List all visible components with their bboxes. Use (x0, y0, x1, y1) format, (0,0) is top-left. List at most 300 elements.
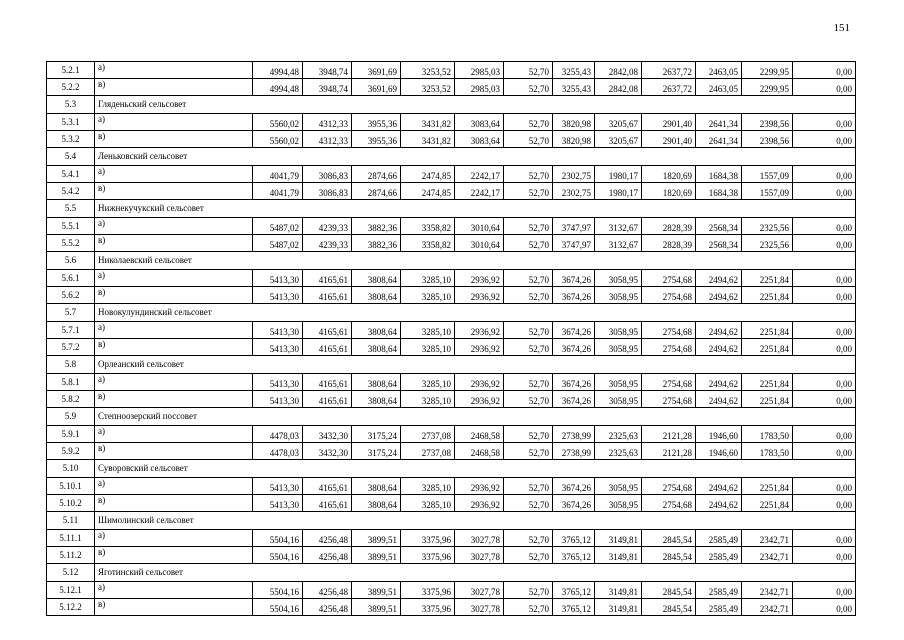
value-cell: 52,70 (504, 166, 553, 183)
value-cell: 2251,84 (742, 495, 793, 512)
row-code: 5.3.1 (47, 114, 95, 131)
row-code: 5.5 (47, 200, 95, 218)
value-cell: 3808,64 (352, 322, 401, 339)
table-row (47, 166, 856, 183)
value-cell: 2842,08 (595, 79, 642, 96)
value-cell: 1783,50 (742, 426, 793, 443)
row-subitem: а) (95, 114, 253, 131)
value-cell: 3255,43 (553, 62, 595, 79)
value-cell: 2302,75 (553, 183, 595, 200)
value-cell: 2398,56 (742, 131, 793, 148)
section-header-row (47, 564, 856, 582)
table-row (47, 443, 856, 460)
value-cell: 2251,84 (742, 287, 793, 304)
value-cell: 3899,51 (352, 582, 401, 599)
value-cell: 3358,82 (401, 218, 455, 235)
value-cell: 3285,10 (401, 287, 455, 304)
value-cell: 3149,81 (595, 582, 642, 599)
value-cell: 3674,26 (553, 478, 595, 495)
value-cell: 3058,95 (595, 495, 642, 512)
value-cell: 3058,95 (595, 374, 642, 391)
value-cell: 52,70 (504, 547, 553, 564)
value-cell: 3674,26 (553, 287, 595, 304)
value-cell: 4994,48 (253, 79, 303, 96)
value-cell: 4165,61 (303, 270, 352, 287)
value-cell: 3027,78 (455, 530, 504, 547)
value-cell: 3027,78 (455, 582, 504, 599)
value-cell: 3083,64 (455, 114, 504, 131)
table-row (47, 183, 856, 200)
value-cell: 3808,64 (352, 391, 401, 408)
value-cell: 2474,85 (401, 183, 455, 200)
value-cell: 52,70 (504, 426, 553, 443)
value-cell: 3285,10 (401, 374, 455, 391)
value-cell: 3820,98 (553, 114, 595, 131)
row-code: 5.9 (47, 408, 95, 426)
row-code: 5.7.1 (47, 322, 95, 339)
row-code: 5.4 (47, 148, 95, 166)
value-cell: 2845,54 (642, 530, 696, 547)
row-subitem: а) (95, 426, 253, 443)
value-cell: 52,70 (504, 530, 553, 547)
table-row (47, 270, 856, 287)
value-cell: 3882,36 (352, 235, 401, 252)
row-code: 5.7.2 (47, 339, 95, 356)
row-code: 5.10 (47, 460, 95, 478)
section-title: Суворовский сельсовет (95, 460, 856, 478)
row-code: 5.11 (47, 512, 95, 530)
value-cell: 52,70 (504, 62, 553, 79)
row-code: 5.7 (47, 304, 95, 322)
value-cell: 52,70 (504, 287, 553, 304)
value-cell: 3058,95 (595, 478, 642, 495)
value-cell: 3010,64 (455, 235, 504, 252)
value-cell: 3255,43 (553, 79, 595, 96)
value-cell: 3027,78 (455, 547, 504, 564)
value-cell: 1980,17 (595, 183, 642, 200)
table-row (47, 374, 856, 391)
section-title: Гляденьский сельсовет (95, 96, 856, 114)
value-cell: 3358,82 (401, 235, 455, 252)
value-cell: 3175,24 (352, 426, 401, 443)
value-cell: 1557,09 (742, 183, 793, 200)
value-cell: 3808,64 (352, 478, 401, 495)
row-code: 5.11.1 (47, 530, 95, 547)
row-subitem: в) (95, 183, 253, 200)
row-subitem: в) (95, 443, 253, 460)
value-cell: 2754,68 (642, 495, 696, 512)
row-code: 5.2.2 (47, 79, 95, 96)
table-row (47, 218, 856, 235)
value-cell: 2936,92 (455, 339, 504, 356)
value-cell: 2342,71 (742, 599, 793, 616)
value-cell: 3285,10 (401, 322, 455, 339)
row-subitem: в) (95, 495, 253, 512)
value-cell: 3205,67 (595, 131, 642, 148)
value-cell: 2251,84 (742, 270, 793, 287)
value-cell: 2874,66 (352, 183, 401, 200)
value-cell: 3691,69 (352, 62, 401, 79)
value-cell: 1557,09 (742, 166, 793, 183)
value-cell: 2585,49 (696, 582, 742, 599)
value-cell: 2738,99 (553, 426, 595, 443)
section-header-row (47, 408, 856, 426)
value-cell: 2936,92 (455, 287, 504, 304)
value-cell: 4165,61 (303, 287, 352, 304)
row-code: 5.6.2 (47, 287, 95, 304)
value-cell: 2637,72 (642, 79, 696, 96)
value-cell: 3765,12 (553, 530, 595, 547)
row-code: 5.12 (47, 564, 95, 582)
value-cell: 4312,33 (303, 114, 352, 131)
value-cell: 2251,84 (742, 339, 793, 356)
value-cell: 3083,64 (455, 131, 504, 148)
table-row (47, 114, 856, 131)
value-cell: 5413,30 (253, 495, 303, 512)
value-cell: 2901,40 (642, 114, 696, 131)
value-cell: 3253,52 (401, 62, 455, 79)
value-cell: 4165,61 (303, 478, 352, 495)
value-cell: 5504,16 (253, 582, 303, 599)
value-cell: 2874,66 (352, 166, 401, 183)
value-cell: 4994,48 (253, 62, 303, 79)
value-cell: 3674,26 (553, 495, 595, 512)
value-cell: 1783,50 (742, 443, 793, 460)
value-cell: 52,70 (504, 478, 553, 495)
row-subitem: а) (95, 478, 253, 495)
section-title: Новокулундинский сельсовет (95, 304, 856, 322)
section-header-row (47, 512, 856, 530)
value-cell: 3808,64 (352, 339, 401, 356)
row-subitem: а) (95, 582, 253, 599)
value-cell: 3010,64 (455, 218, 504, 235)
value-cell: 0,00 (793, 547, 856, 564)
value-cell: 3375,96 (401, 582, 455, 599)
value-cell: 3175,24 (352, 443, 401, 460)
value-cell: 2936,92 (455, 391, 504, 408)
value-cell: 0,00 (793, 530, 856, 547)
value-cell: 2754,68 (642, 339, 696, 356)
row-subitem: в) (95, 547, 253, 564)
value-cell: 0,00 (793, 183, 856, 200)
row-code: 5.5.1 (47, 218, 95, 235)
value-cell: 2985,03 (455, 79, 504, 96)
value-cell: 2342,71 (742, 530, 793, 547)
value-cell: 5504,16 (253, 547, 303, 564)
value-cell: 52,70 (504, 218, 553, 235)
value-cell: 3808,64 (352, 287, 401, 304)
value-cell: 2936,92 (455, 374, 504, 391)
value-cell: 52,70 (504, 582, 553, 599)
row-code: 5.9.1 (47, 426, 95, 443)
row-subitem: а) (95, 62, 253, 79)
value-cell: 3253,52 (401, 79, 455, 96)
value-cell: 4256,48 (303, 599, 352, 616)
value-cell: 3765,12 (553, 547, 595, 564)
value-cell: 0,00 (793, 374, 856, 391)
value-cell: 3674,26 (553, 322, 595, 339)
value-cell: 2325,56 (742, 218, 793, 235)
value-cell: 2494,62 (696, 391, 742, 408)
section-header-row (47, 356, 856, 374)
table-row (47, 495, 856, 512)
value-cell: 2342,71 (742, 547, 793, 564)
value-cell: 3205,67 (595, 114, 642, 131)
section-title: Николаевский сельсовет (95, 252, 856, 270)
value-cell: 3149,81 (595, 599, 642, 616)
value-cell: 3955,36 (352, 114, 401, 131)
row-code: 5.11.2 (47, 547, 95, 564)
row-subitem: а) (95, 530, 253, 547)
value-cell: 2299,95 (742, 79, 793, 96)
value-cell: 0,00 (793, 287, 856, 304)
value-cell: 52,70 (504, 374, 553, 391)
value-cell: 2585,49 (696, 530, 742, 547)
value-cell: 1684,38 (696, 166, 742, 183)
value-cell: 3765,12 (553, 582, 595, 599)
value-cell: 5413,30 (253, 374, 303, 391)
value-cell: 2342,71 (742, 582, 793, 599)
value-cell: 52,70 (504, 495, 553, 512)
value-cell: 3058,95 (595, 391, 642, 408)
row-code: 5.12.1 (47, 582, 95, 599)
row-code: 5.10.1 (47, 478, 95, 495)
value-cell: 4041,79 (253, 183, 303, 200)
value-cell: 5504,16 (253, 530, 303, 547)
row-subitem: а) (95, 374, 253, 391)
value-cell: 2242,17 (455, 166, 504, 183)
section-header-row (47, 252, 856, 270)
value-cell: 2754,68 (642, 391, 696, 408)
value-cell: 3432,30 (303, 443, 352, 460)
value-cell: 0,00 (793, 599, 856, 616)
value-cell: 4239,33 (303, 218, 352, 235)
value-cell: 2474,85 (401, 166, 455, 183)
value-cell: 2325,63 (595, 426, 642, 443)
section-title: Яготинский сельсовет (95, 564, 856, 582)
value-cell: 3132,67 (595, 235, 642, 252)
value-cell: 1820,69 (642, 183, 696, 200)
value-cell: 3375,96 (401, 547, 455, 564)
table-body (47, 62, 856, 616)
value-cell: 3285,10 (401, 339, 455, 356)
value-cell: 2568,34 (696, 218, 742, 235)
value-cell: 3285,10 (401, 270, 455, 287)
value-cell: 2568,34 (696, 235, 742, 252)
value-cell: 3432,30 (303, 426, 352, 443)
value-cell: 3431,82 (401, 114, 455, 131)
value-cell: 2985,03 (455, 62, 504, 79)
value-cell: 3285,10 (401, 478, 455, 495)
row-subitem: в) (95, 235, 253, 252)
section-title: Орлеанский сельсовет (95, 356, 856, 374)
table-row (47, 547, 856, 564)
value-cell: 3674,26 (553, 270, 595, 287)
value-cell: 0,00 (793, 166, 856, 183)
value-cell: 2737,08 (401, 443, 455, 460)
value-cell: 52,70 (504, 322, 553, 339)
section-header-row (47, 460, 856, 478)
value-cell: 0,00 (793, 443, 856, 460)
value-cell: 2845,54 (642, 599, 696, 616)
value-cell: 4165,61 (303, 339, 352, 356)
value-cell: 52,70 (504, 339, 553, 356)
value-cell: 5560,02 (253, 131, 303, 148)
value-cell: 4165,61 (303, 322, 352, 339)
value-cell: 0,00 (793, 270, 856, 287)
value-cell: 2468,58 (455, 426, 504, 443)
value-cell: 1684,38 (696, 183, 742, 200)
value-cell: 3058,95 (595, 270, 642, 287)
value-cell: 2121,28 (642, 426, 696, 443)
row-subitem: а) (95, 218, 253, 235)
value-cell: 3808,64 (352, 374, 401, 391)
value-cell: 1946,60 (696, 426, 742, 443)
value-cell: 3747,97 (553, 218, 595, 235)
section-title: Леньковский сельсовет (95, 148, 856, 166)
table-row (47, 478, 856, 495)
value-cell: 2754,68 (642, 478, 696, 495)
row-code: 5.6.1 (47, 270, 95, 287)
value-cell: 2463,05 (696, 79, 742, 96)
value-cell: 2641,34 (696, 131, 742, 148)
value-cell: 2901,40 (642, 131, 696, 148)
value-cell: 3747,97 (553, 235, 595, 252)
table-row (47, 339, 856, 356)
row-code: 5.8.2 (47, 391, 95, 408)
value-cell: 2585,49 (696, 547, 742, 564)
table-row (47, 322, 856, 339)
value-cell: 3899,51 (352, 547, 401, 564)
value-cell: 0,00 (793, 322, 856, 339)
value-cell: 3674,26 (553, 374, 595, 391)
value-cell: 3820,98 (553, 131, 595, 148)
section-header-row (47, 96, 856, 114)
row-subitem: а) (95, 166, 253, 183)
row-subitem: в) (95, 391, 253, 408)
value-cell: 2251,84 (742, 478, 793, 495)
row-subitem: а) (95, 270, 253, 287)
row-subitem: в) (95, 79, 253, 96)
value-cell: 3948,74 (303, 62, 352, 79)
value-cell: 3899,51 (352, 599, 401, 616)
value-cell: 0,00 (793, 339, 856, 356)
value-cell: 2302,75 (553, 166, 595, 183)
value-cell: 4256,48 (303, 530, 352, 547)
value-cell: 52,70 (504, 391, 553, 408)
row-subitem: а) (95, 322, 253, 339)
table-row (47, 530, 856, 547)
value-cell: 2585,49 (696, 599, 742, 616)
table-row (47, 287, 856, 304)
value-cell: 4165,61 (303, 374, 352, 391)
value-cell: 2468,58 (455, 443, 504, 460)
value-cell: 1946,60 (696, 443, 742, 460)
value-cell: 0,00 (793, 495, 856, 512)
row-code: 5.9.2 (47, 443, 95, 460)
row-subitem: в) (95, 287, 253, 304)
value-cell: 5413,30 (253, 287, 303, 304)
value-cell: 2936,92 (455, 322, 504, 339)
value-cell: 2251,84 (742, 322, 793, 339)
row-code: 5.2.1 (47, 62, 95, 79)
value-cell: 2494,62 (696, 270, 742, 287)
value-cell: 3431,82 (401, 131, 455, 148)
value-cell: 3086,83 (303, 183, 352, 200)
section-header-row (47, 148, 856, 166)
value-cell: 5413,30 (253, 339, 303, 356)
value-cell: 2494,62 (696, 287, 742, 304)
value-cell: 3149,81 (595, 530, 642, 547)
row-code: 5.12.2 (47, 599, 95, 616)
value-cell: 3674,26 (553, 391, 595, 408)
value-cell: 5487,02 (253, 218, 303, 235)
value-cell: 2494,62 (696, 339, 742, 356)
value-cell: 3375,96 (401, 599, 455, 616)
section-header-row (47, 200, 856, 218)
value-cell: 3691,69 (352, 79, 401, 96)
value-cell: 5413,30 (253, 270, 303, 287)
value-cell: 3149,81 (595, 547, 642, 564)
value-cell: 1980,17 (595, 166, 642, 183)
section-title: Нижнекучукский сельсовет (95, 200, 856, 218)
row-code: 5.6 (47, 252, 95, 270)
value-cell: 2494,62 (696, 374, 742, 391)
value-cell: 0,00 (793, 391, 856, 408)
row-code: 5.4.2 (47, 183, 95, 200)
value-cell: 3674,26 (553, 339, 595, 356)
value-cell: 0,00 (793, 426, 856, 443)
value-cell: 2754,68 (642, 374, 696, 391)
value-cell: 3948,74 (303, 79, 352, 96)
table-row (47, 426, 856, 443)
value-cell: 4312,33 (303, 131, 352, 148)
value-cell: 4478,03 (253, 426, 303, 443)
value-cell: 52,70 (504, 114, 553, 131)
value-cell: 3882,36 (352, 218, 401, 235)
value-cell: 52,70 (504, 131, 553, 148)
table-row (47, 131, 856, 148)
value-cell: 2828,39 (642, 235, 696, 252)
section-title: Шимолинский сельсовет (95, 512, 856, 530)
table-row (47, 599, 856, 616)
row-code: 5.5.2 (47, 235, 95, 252)
value-cell: 52,70 (504, 443, 553, 460)
value-cell: 2845,54 (642, 582, 696, 599)
value-cell: 4256,48 (303, 547, 352, 564)
page-number: 151 (833, 22, 850, 34)
value-cell: 2251,84 (742, 374, 793, 391)
table-row (47, 391, 856, 408)
value-cell: 3899,51 (352, 530, 401, 547)
row-code: 5.8.1 (47, 374, 95, 391)
value-cell: 2936,92 (455, 495, 504, 512)
value-cell: 3808,64 (352, 495, 401, 512)
value-cell: 2325,56 (742, 235, 793, 252)
value-cell: 0,00 (793, 114, 856, 131)
value-cell: 3808,64 (352, 270, 401, 287)
value-cell: 0,00 (793, 131, 856, 148)
value-cell: 52,70 (504, 79, 553, 96)
section-header-row (47, 304, 856, 322)
value-cell: 1820,69 (642, 166, 696, 183)
value-cell: 3285,10 (401, 391, 455, 408)
row-code: 5.3 (47, 96, 95, 114)
value-cell: 2494,62 (696, 495, 742, 512)
value-cell: 5504,16 (253, 599, 303, 616)
value-cell: 2494,62 (696, 478, 742, 495)
value-cell: 0,00 (793, 62, 856, 79)
